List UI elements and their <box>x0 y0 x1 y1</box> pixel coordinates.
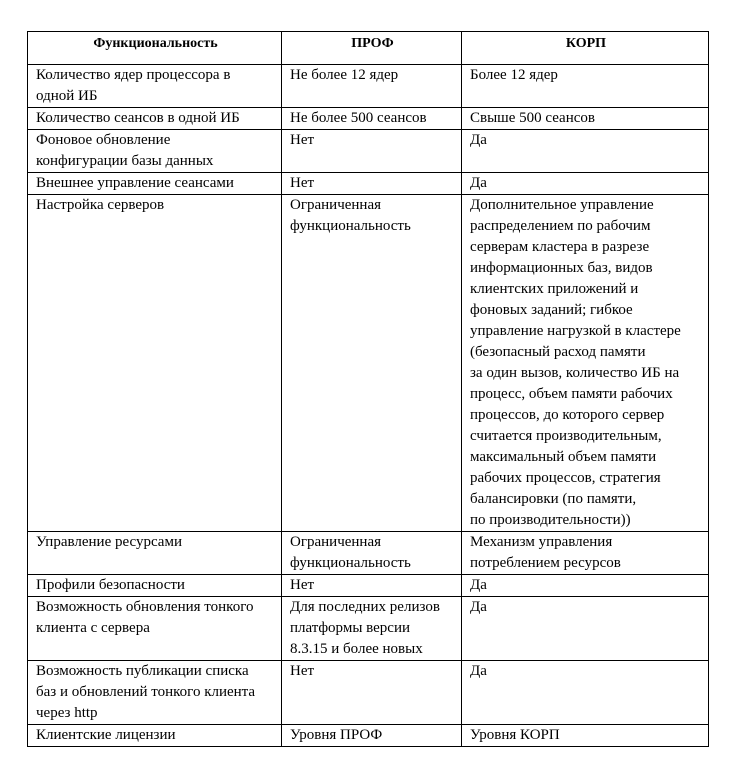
table-row <box>28 65 709 108</box>
korp-cell: Да <box>462 661 709 725</box>
feature-cell: Возможность обновления тонкого клиента с сервера <box>28 597 282 661</box>
feature-cell: Управление ресурсами <box>28 532 282 575</box>
feature-cell: Клиентские лицензии <box>28 725 282 747</box>
prof-cell: Не более 12 ядер <box>282 65 462 108</box>
table-row <box>28 195 709 532</box>
feature-cell: Возможность публикации списка баз и обновлений тонкого клиента через http <box>28 661 282 725</box>
feature-cell: Количество ядер процессора в одной ИБ <box>28 65 282 108</box>
korp-cell: Свыше 500 сеансов <box>462 108 709 130</box>
prof-cell: Для последних релизов платформы версии 8.3.15 и более новых <box>282 597 462 661</box>
header-functionality: Функциональность <box>28 32 282 65</box>
feature-cell: Внешнее управление сеансами <box>28 173 282 195</box>
comparison-table <box>27 31 709 747</box>
prof-cell: Нет <box>282 575 462 597</box>
table-row <box>28 532 709 575</box>
feature-cell: Фоновое обновление конфигурации базы данных <box>28 130 282 173</box>
korp-cell: Да <box>462 173 709 195</box>
korp-cell: Да <box>462 130 709 173</box>
feature-cell: Настройка серверов <box>28 195 282 532</box>
korp-cell: Да <box>462 597 709 661</box>
header-prof: ПРОФ <box>282 32 462 65</box>
korp-cell: Механизм управления потреблением ресурсов <box>462 532 709 575</box>
table-row <box>28 661 709 725</box>
table-row <box>28 130 709 173</box>
korp-cell: Дополнительное управление распределением по рабочим серверам кластера в разрезе информационных баз, видов клиентских приложений и фоновых заданий; гибкое управление нагрузкой в кластере (безопасный расход памяти за один вызов, количество ИБ на процесс, объем памяти рабочих процессов, до которого сервер считается производительным, максимальный объем памяти рабочих процессов, стратегия балансировки (по памяти, по производительности)) <box>462 195 709 532</box>
prof-cell: Нет <box>282 130 462 173</box>
korp-cell: Да <box>462 575 709 597</box>
header-korp: КОРП <box>462 32 709 65</box>
prof-cell: Ограниченная функциональность <box>282 195 462 532</box>
prof-cell: Нет <box>282 173 462 195</box>
table-row <box>28 597 709 661</box>
feature-cell: Количество сеансов в одной ИБ <box>28 108 282 130</box>
table-row <box>28 575 709 597</box>
prof-cell: Нет <box>282 661 462 725</box>
table-row <box>28 173 709 195</box>
prof-cell: Уровня ПРОФ <box>282 725 462 747</box>
table-row <box>28 108 709 130</box>
korp-cell: Уровня КОРП <box>462 725 709 747</box>
prof-cell: Не более 500 сеансов <box>282 108 462 130</box>
header-row <box>28 32 709 65</box>
prof-cell: Ограниченная функциональность <box>282 532 462 575</box>
table-row <box>28 725 709 747</box>
feature-cell: Профили безопасности <box>28 575 282 597</box>
korp-cell: Более 12 ядер <box>462 65 709 108</box>
